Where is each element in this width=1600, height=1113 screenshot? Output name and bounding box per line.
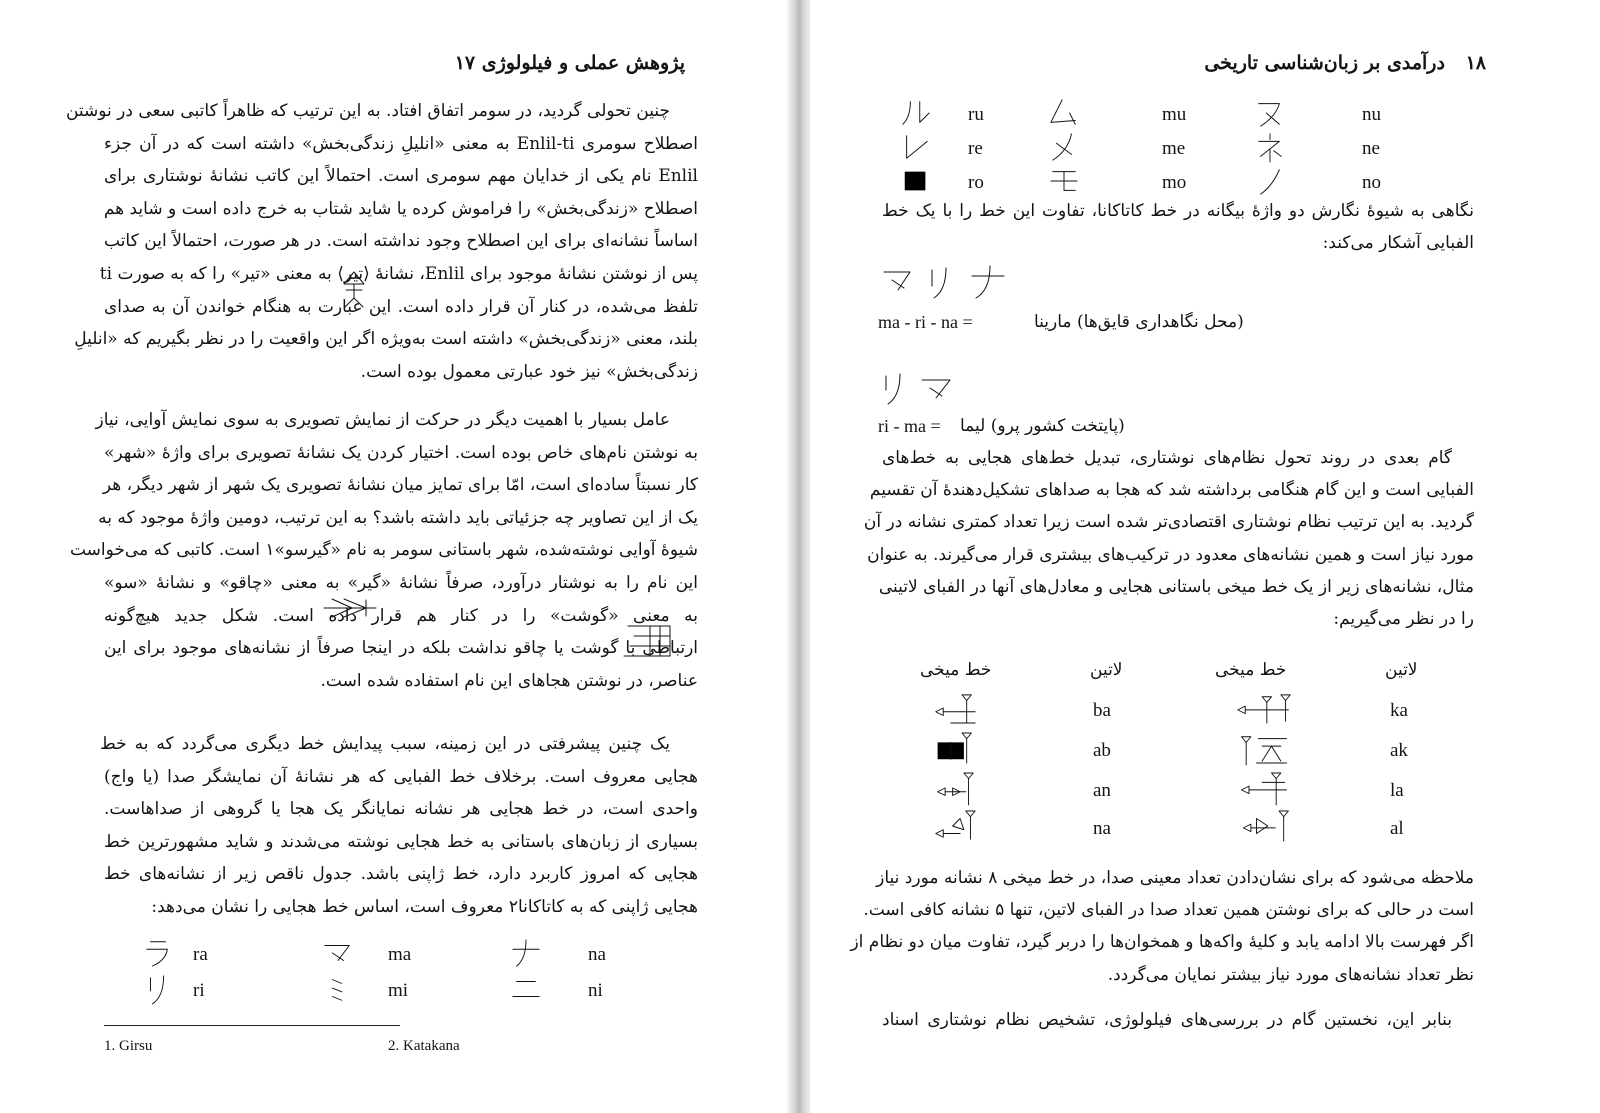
na-kana-icon bbox=[508, 938, 544, 968]
example-lima-romanized: ri - ma = bbox=[878, 416, 941, 436]
kana-romanization: mu bbox=[1162, 104, 1187, 125]
kana-romanization: nu bbox=[1362, 104, 1381, 125]
left-body-line: این نام را به نوشتار درآورد، صرفاً نشانهٔ «گیر» به معنی «چاقو» و نشانهٔ «سو» bbox=[104, 573, 698, 593]
mo-kana-icon bbox=[1046, 166, 1082, 196]
kana-romanization: no bbox=[1362, 172, 1381, 193]
example-marina-romanized: ma - ri - na = bbox=[878, 312, 973, 332]
cuneiform-latin-value: al bbox=[1390, 818, 1404, 839]
right-page-number: ۱۸ bbox=[1465, 52, 1486, 74]
me-kana-icon bbox=[1046, 132, 1082, 162]
lima-katakana-icon bbox=[880, 372, 960, 406]
kana-romanization: ra bbox=[193, 944, 208, 965]
ni-kana-icon bbox=[508, 974, 544, 1004]
right-body-line: مورد نیاز است و همین نشانه‌های معدود در ترکیب‌های بیشتری قرار می‌گیرند. به عنوان bbox=[867, 544, 1474, 565]
example-marina-persian: (محل نگاهداری قایق‌ها) مارینا bbox=[1034, 312, 1244, 332]
left-body-line: هجایی معروف است. برخلاف خط الفبایی که هر نشانهٔ آن نمایشگر صدا (یا واج) bbox=[104, 766, 698, 787]
book-gutter bbox=[786, 0, 812, 1113]
ri-kana-icon bbox=[140, 974, 176, 1004]
right-body-line: اگر فهرست بالا ادامه یابد و کلیهٔ واکه‌ها و همخوان‌ها را دربر گیرد، تفاوت میان دو نظام از bbox=[850, 932, 1474, 953]
left-page-number: ۱۷ bbox=[454, 52, 476, 74]
footnote-2: 2. Katakana bbox=[388, 1038, 460, 1054]
meat-sign-icon bbox=[622, 622, 674, 658]
left-body-line: به نوشتن نام‌های خاص بوده است. اختیار کردن یک نشانهٔ تصویری برای واژهٔ «شهر» bbox=[104, 442, 698, 463]
right-body-line: الفبایی است و این گام هنگامی برداشته شد که هجا به صداهای تشکیل‌دهندهٔ آن تقسیم bbox=[869, 480, 1474, 501]
cuneiform-latin-value: ak bbox=[1390, 740, 1408, 761]
kana-romanization: mi bbox=[388, 980, 409, 1001]
ne-kana-icon bbox=[1252, 132, 1288, 162]
cuneiform-sign-icon bbox=[1234, 768, 1294, 808]
cuneiform-sign-icon bbox=[1234, 688, 1294, 728]
left-body-line: اصطلاح «زندگی‌بخش» را فراموش کرده یا شاید شتاب به خرج داده است و شاید هم bbox=[103, 198, 698, 219]
left-body-line: هجایی ژاپنی که به کاتاکانا۲ معروف است، اساس خط هجایی را نشان می‌دهد: bbox=[151, 897, 698, 917]
kana-romanization: na bbox=[588, 944, 606, 965]
mu-kana-icon bbox=[1046, 98, 1082, 128]
right-page-title: درآمدی بر زبان‌شناسی تاریخی bbox=[1204, 52, 1445, 74]
example-lima-persian: (پایتخت کشور پرو) لیما bbox=[960, 416, 1125, 436]
right-body-line: بنابر این، نخستین گام در بررسی‌های فیلولوژی، تشخیص نظام نوشتاری اسناد bbox=[882, 1010, 1452, 1030]
left-body-line: Enlil نام یکی از خدایان مهم سومری است. احتمالاً این کاتب نشانهٔ نوشتاری برای bbox=[104, 166, 698, 187]
cuneiform-latin-value: na bbox=[1093, 818, 1111, 839]
right-page-header bbox=[1204, 52, 1486, 74]
arrow-sign-icon bbox=[340, 270, 368, 308]
footnote-1: 1. Girsu bbox=[104, 1038, 153, 1054]
marina-katakana-icon bbox=[880, 264, 1010, 300]
cuneiform-table-header: لاتین bbox=[1385, 660, 1418, 680]
kana-romanization: ro bbox=[968, 172, 984, 193]
ro-kana-icon bbox=[898, 166, 934, 196]
left-page-header bbox=[441, 52, 685, 74]
knife-sign-icon bbox=[322, 596, 378, 620]
mi-kana-icon bbox=[320, 974, 356, 1004]
left-body-line: زندگی‌بخش» نیز خود عبارتی معمول بوده است. bbox=[360, 361, 698, 382]
kana-romanization: ni bbox=[588, 980, 603, 1001]
nu-kana-icon bbox=[1252, 98, 1288, 128]
cuneiform-sign-icon bbox=[932, 688, 992, 728]
left-body-line: یک از این تصاویر چه جزئیاتی باید داشته باشد؟ به این ترتیب، دومین واژهٔ موجود که به bbox=[98, 507, 698, 528]
right-body-line: است در حالی که برای نوشتن همین تعداد صدا در الفبای لاتین، تنها ۵ نشانه کافی است. bbox=[863, 900, 1474, 921]
left-body-line: به معنی «گوشت» را در کنار هم قرار داده است. شکل جدید هیچ‌گونه bbox=[104, 605, 698, 626]
left-body-line: شیوهٔ آوایی نوشته‌شده، شهر باستانی سومر به نام «گیرسو»۱ است. کاتبی که می‌خواست bbox=[69, 540, 698, 561]
right-body-line: الفبایی آشکار می‌کند: bbox=[1322, 233, 1474, 254]
right-body-line: نظر تعداد نشانه‌های مورد نیاز بیشتر نمایان می‌گردد. bbox=[1107, 964, 1474, 985]
re-kana-icon bbox=[898, 132, 934, 162]
left-body-line: عناصر، در نوشتن هجاهای این نام استفاده شده است. bbox=[320, 670, 698, 691]
left-page-title: پژوهش عملی و فیلولوژی bbox=[481, 52, 685, 74]
cuneiform-table-header: خط میخی bbox=[920, 660, 992, 680]
kana-romanization: ne bbox=[1362, 138, 1380, 159]
kana-romanization: mo bbox=[1162, 172, 1187, 193]
left-body-line: هجایی که امروز کاربرد دارد، خط ژاپنی باشد. جدول ناقص زیر از نشانه‌های خط bbox=[104, 864, 698, 885]
right-body-line: گام بعدی در روند تحول نظام‌های نوشتاری، تبدیل خط‌های هجایی به خط‌های bbox=[882, 448, 1452, 468]
right-body-line: را در نظر می‌گیریم: bbox=[1333, 609, 1474, 629]
left-page bbox=[0, 0, 790, 1113]
left-body-line: ارتباطی با گوشت یا چاقو نداشت بلکه در اینجا صرفاً از نشانه‌های موجود برای این bbox=[104, 638, 698, 659]
left-body-line: کار نسبتاً ساده‌ای است، امّا برای تمایز میان نشانهٔ تصویری یک شهر از شهر دیگر، هر bbox=[102, 475, 698, 496]
right-body-line: مثال، نشانه‌های زیر از یک خط میخی باستانی هجایی و معادل‌های آنها در الفبای لاتینی bbox=[878, 576, 1474, 597]
left-body-line: چنین تحولی گردید، در سومر اتفاق افتاد. به این ترتیب که ظاهراً کاتبی سعی در نوشتن bbox=[65, 101, 670, 121]
left-body-line: عامل بسیار با اهمیت دیگر در حرکت از نمایش تصویری به سوی نمایش آوایی، نیاز bbox=[95, 410, 670, 430]
left-body-line: تلفظ می‌شده، در کنار آن قرار داده است. این عبارت به هنگام خواندن آن به صدای bbox=[104, 296, 698, 317]
left-body-line: پس از نوشتن نشانهٔ موجود برای Enlil، نشانهٔ ⟨تیر⟩ به معنی «تیر» را که به صورت ti bbox=[99, 264, 698, 284]
left-body-line: اصطلاح سومری Enlil-ti به معنی «انلیلِ زندگی‌بخش» داشته است که در آن جزء bbox=[104, 133, 698, 154]
right-body-line: نگاهی به شیوهٔ نگارش دو واژهٔ بیگانه در خط کاتاکانا، تفاوت این خط را با یک خط bbox=[882, 201, 1474, 221]
left-body-line: یک چنین پیشرفتی در این زمینه، سبب پیدایش خط دیگری می‌گردد که به خط bbox=[100, 734, 670, 754]
no-kana-icon bbox=[1252, 166, 1288, 196]
cuneiform-sign-icon bbox=[1234, 806, 1294, 846]
cuneiform-sign-icon bbox=[1234, 728, 1294, 768]
ma-kana-icon bbox=[320, 938, 356, 968]
right-body-line: گردید. به این ترتیب نظام نوشتاری اقتصادی‌تر شده است زیرا تعداد کمتری نشانه در آن bbox=[863, 512, 1474, 533]
left-body-line: اساساً نشانه‌ای برای این اصطلاح وجود نداشته است. در هر صورت، احتمالاً این کاتب bbox=[104, 231, 698, 252]
kana-romanization: ma bbox=[388, 944, 412, 965]
ra-kana-icon bbox=[140, 938, 176, 968]
ru-kana-icon bbox=[898, 98, 934, 128]
footnote-divider bbox=[104, 1025, 400, 1026]
cuneiform-sign-icon bbox=[932, 728, 992, 768]
cuneiform-table-header: لاتین bbox=[1090, 660, 1123, 680]
cuneiform-table-header: خط میخی bbox=[1215, 660, 1287, 680]
kana-romanization: ri bbox=[193, 980, 205, 1001]
cuneiform-latin-value: ka bbox=[1390, 700, 1408, 721]
kana-romanization: ru bbox=[968, 104, 984, 125]
right-page bbox=[810, 0, 1600, 1113]
cuneiform-latin-value: ab bbox=[1093, 740, 1111, 761]
cuneiform-sign-icon bbox=[932, 806, 992, 846]
cuneiform-latin-value: ba bbox=[1093, 700, 1111, 721]
right-body-line: ملاحظه می‌شود که برای نشان‌دادن تعداد معینی صدا، در خط میخی ۸ نشانه مورد نیاز bbox=[876, 868, 1474, 888]
cuneiform-sign-icon bbox=[932, 768, 992, 808]
kana-romanization: me bbox=[1162, 138, 1186, 159]
cuneiform-latin-value: an bbox=[1093, 780, 1111, 801]
left-body-line: واحدی است، در خط هجایی هر نشانه نمایانگر یک هجا یا گروهی از صداهاست. bbox=[104, 799, 698, 820]
cuneiform-latin-value: la bbox=[1390, 780, 1404, 801]
left-body-line: بلند، معنی «زندگی‌بخش» داشته است به‌ویژه اگر این واقعیت را در نظر بگیریم که «انلیلِ bbox=[74, 329, 698, 350]
kana-romanization: re bbox=[968, 138, 983, 159]
left-body-line: بسیاری از زبان‌های باستانی به خط هجایی نوشته می‌شدند و شاید مشهورترین خط bbox=[104, 831, 698, 852]
